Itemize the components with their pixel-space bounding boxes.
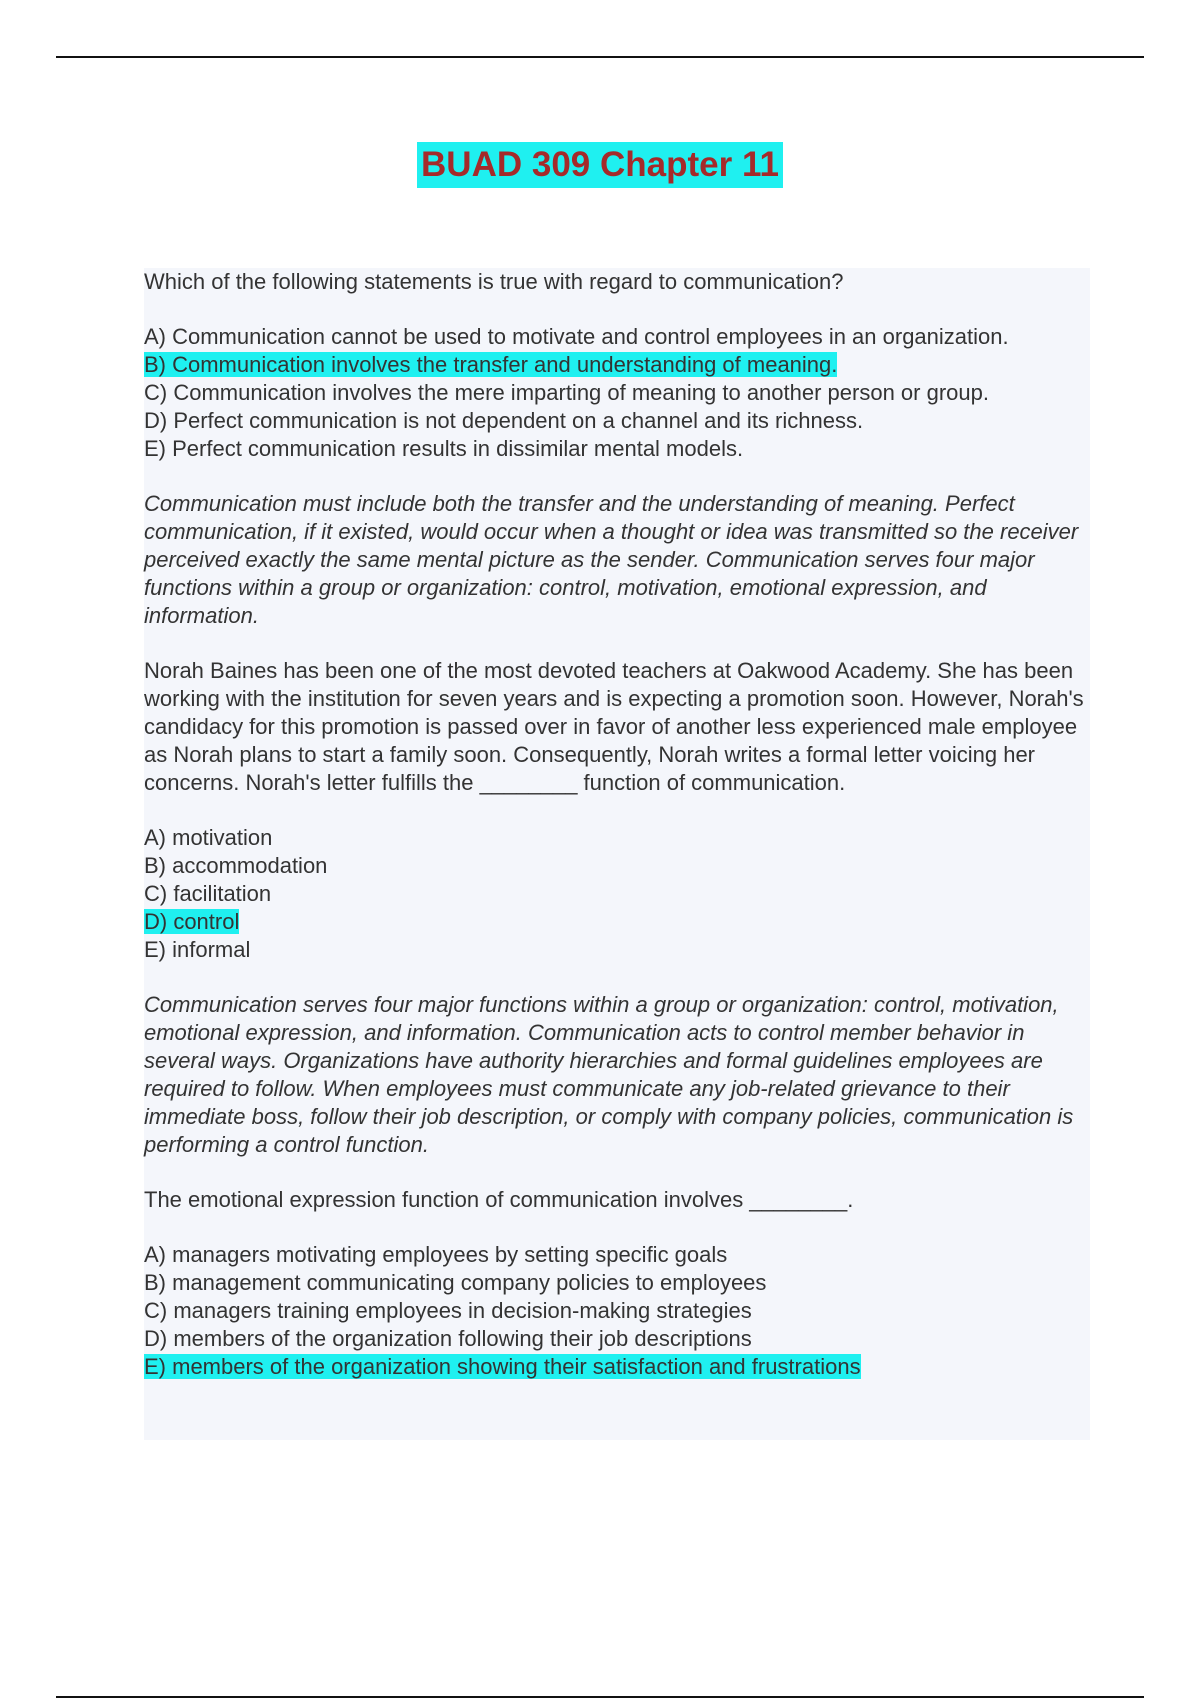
question-1-options xyxy=(144,323,1090,463)
question-2-option-e: E) informal xyxy=(144,937,251,962)
question-3-option-a: A) managers motivating employees by setting specific goals xyxy=(144,1242,728,1267)
question-3-text: The emotional expression function of communication involves ________. xyxy=(144,1187,854,1212)
question-3-option-b: B) management communicating company policies to employees xyxy=(144,1270,767,1295)
question-1-text: Which of the following statements is true with regard to communication? xyxy=(144,269,844,294)
question-1-option-b-correct: B) Communication involves the transfer and understanding of meaning. xyxy=(144,352,838,377)
question-2-option-d-correct: D) control xyxy=(144,909,240,934)
question-2-option-b: B) accommodation xyxy=(144,853,328,878)
question-1-option-e: E) Perfect communication results in dissimilar mental models. xyxy=(144,436,744,461)
document-title: BUAD 309 Chapter 11 xyxy=(417,142,783,188)
question-2-options xyxy=(144,824,1090,964)
document-body xyxy=(144,268,1090,1440)
question-2-option-a: A) motivation xyxy=(144,825,273,850)
title-container xyxy=(0,142,1200,188)
question-3-option-c: C) managers training employees in decision-making strategies xyxy=(144,1298,752,1323)
question-1-option-c: C) Communication involves the mere imparting of meaning to another person or group. xyxy=(144,380,989,405)
top-rule xyxy=(56,56,1144,58)
question-3-option-e-correct: E) members of the organization showing their satisfaction and frustrations xyxy=(144,1354,861,1379)
question-3-option-d: D) members of the organization following their job descriptions xyxy=(144,1326,752,1351)
question-2-option-c: C) facilitation xyxy=(144,881,272,906)
question-2-explanation: Communication serves four major functions within a group or organization: control, motivation, emotional expression, and information. Communication acts to control member behavior in several ways. Organizations have authority hierarchies and formal guidelines employees are required to follow. When employees must communicate any job-related grievance to their immediate boss, follow their job description, or comply with company policies, communication is performing a control function. xyxy=(144,992,1074,1157)
question-1-explanation: Communication must include both the transfer and the understanding of meaning. Perfect communication, if it existed, would occur when a thought or idea was transmitted so the receiver perceived exactly the same mental picture as the sender. Communication serves four major functions within a group or organization: control, motivation, emotional expression, and information. xyxy=(144,491,1079,628)
question-3-options xyxy=(144,1241,1090,1381)
question-2-text: Norah Baines has been one of the most devoted teachers at Oakwood Academy. She has been working with the institution for seven years and is expecting a promotion soon. However, Norah's candidacy for this promotion is passed over in favor of another less experienced male employee as Norah plans to start a family soon. Consequently, Norah writes a formal letter voicing her concerns. Norah's letter fulfills the ________ function of communication. xyxy=(144,658,1084,795)
question-1-option-d: D) Perfect communication is not dependent on a channel and its richness. xyxy=(144,408,864,433)
bottom-rule xyxy=(56,1696,1144,1698)
question-1-option-a: A) Communication cannot be used to motivate and control employees in an organization. xyxy=(144,324,1009,349)
